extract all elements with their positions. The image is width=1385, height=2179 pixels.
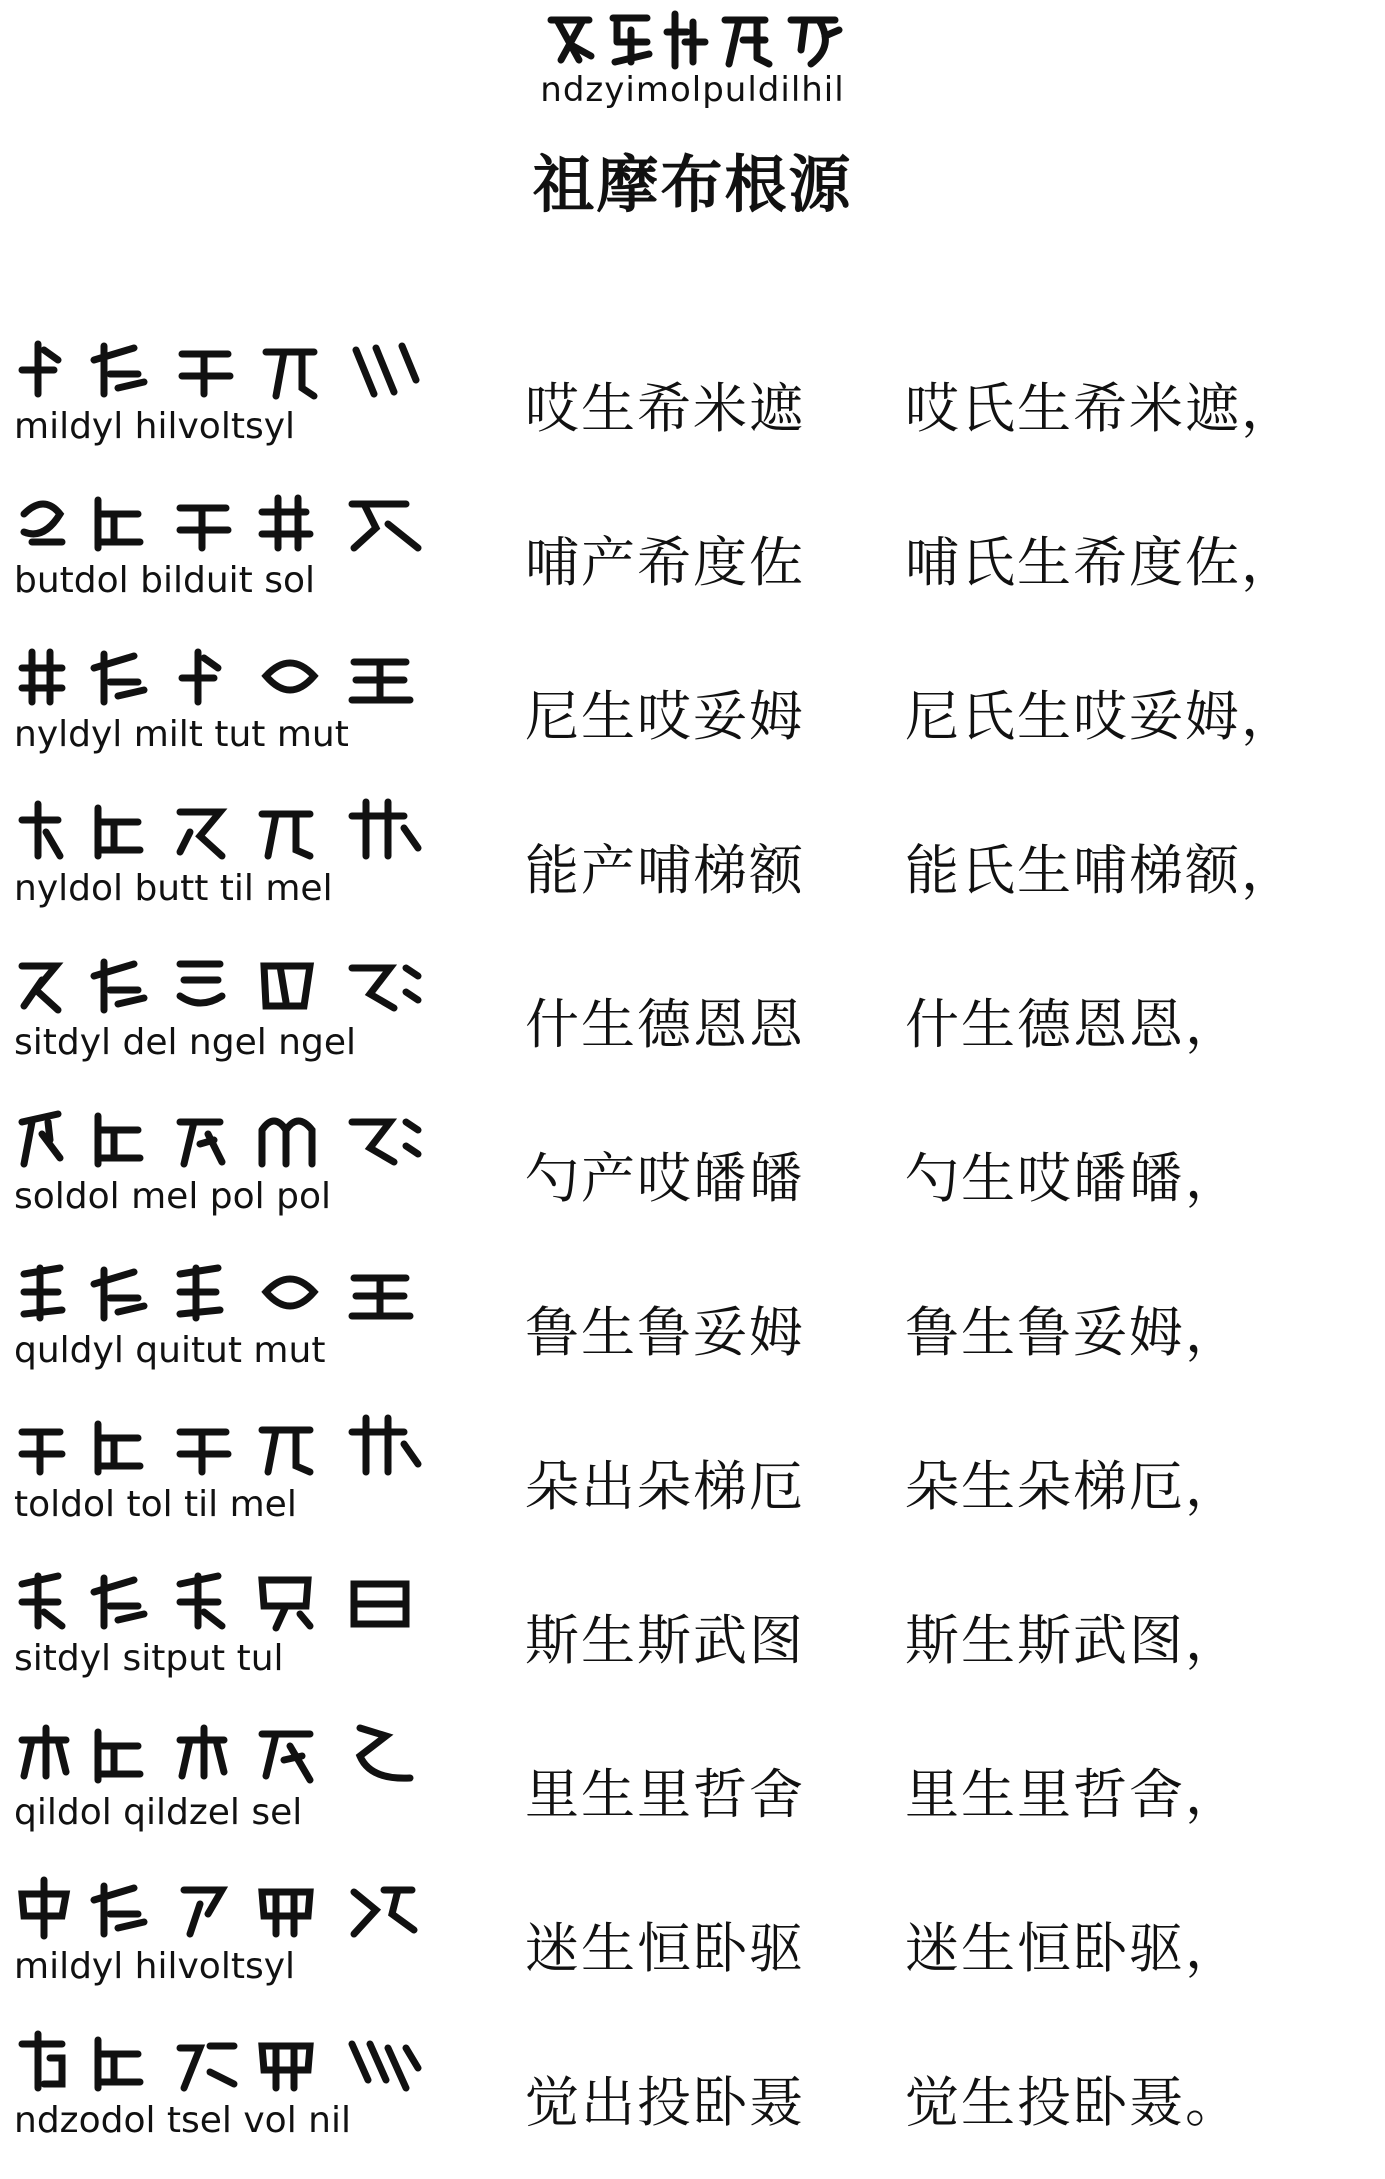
verse-row xyxy=(0,1100,1385,1254)
yi-script-glyph-image xyxy=(14,1562,444,1644)
yi-script-glyph-image xyxy=(14,484,444,566)
verse-line-b: 哎氏生希米遮， xyxy=(905,377,1297,440)
yi-script-cell xyxy=(14,638,444,778)
verse-line-a: 哺产希度佐 xyxy=(525,531,805,594)
verse-line-b: 鲁生鲁妥姆， xyxy=(905,1301,1241,1364)
verse-list xyxy=(0,330,1385,2178)
yi-romanization: butdol bilduit sol xyxy=(14,560,315,601)
yi-script-glyph-image xyxy=(14,1408,444,1490)
verse-line-a: 哎生希米遮 xyxy=(525,377,805,440)
yi-romanization: mildyl hilvoltsyl xyxy=(14,406,296,447)
verse-line-a: 里生里哲舍 xyxy=(525,1763,805,1826)
yi-script-glyph-image xyxy=(14,946,444,1028)
yi-romanization: nyldyl milt tut mut xyxy=(14,714,349,755)
verse-line-a: 迷生恒卧驱 xyxy=(525,1917,805,1980)
verse-line-b: 尼氏生哎妥姆， xyxy=(905,685,1297,748)
yi-script-cell xyxy=(14,1562,444,1702)
yi-romanization: soldol mel pol pol xyxy=(14,1176,331,1217)
yi-romanization: sitdyl del ngel ngel xyxy=(14,1022,356,1063)
verse-line-a: 什生德恩恩 xyxy=(525,993,805,1056)
yi-script-cell xyxy=(14,946,444,1086)
yi-script-glyph-image xyxy=(14,792,444,874)
yi-script-glyph-image xyxy=(14,1254,444,1336)
yi-romanization: sitdyl sitput tul xyxy=(14,1638,284,1679)
yi-romanization: qildol qildzel sel xyxy=(14,1792,303,1833)
verse-line-b: 觉生投卧聂。 xyxy=(905,2071,1241,2134)
yi-script-cell xyxy=(14,1254,444,1394)
yi-script-cell xyxy=(14,1716,444,1856)
verse-line-b: 能氏生哺梯额， xyxy=(905,839,1297,902)
verse-row xyxy=(0,484,1385,638)
verse-line-b: 迷生恒卧驱， xyxy=(905,1917,1241,1980)
verse-line-b: 里生里哲舍， xyxy=(905,1763,1241,1826)
yi-script-cell xyxy=(14,484,444,624)
verse-line-b: 朵生朵梯厄， xyxy=(905,1455,1241,1518)
header-romanization: ndzyimolpuldilhil xyxy=(540,70,845,110)
verse-line-b: 斯生斯武图， xyxy=(905,1609,1241,1672)
verse-line-a: 朵出朵梯厄 xyxy=(525,1455,805,1518)
yi-script-glyph-image xyxy=(14,2024,444,2106)
header-script-glyphs xyxy=(0,6,1385,78)
verse-line-a: 勺产哎皤皤 xyxy=(525,1147,805,1210)
yi-romanization: ndzodol tsel vol nil xyxy=(14,2100,351,2141)
verse-row xyxy=(0,1716,1385,1870)
yi-script-heading-image xyxy=(543,6,843,78)
verse-line-b: 什生德恩恩， xyxy=(905,993,1241,1056)
verse-row xyxy=(0,792,1385,946)
verse-line-a: 鲁生鲁妥姆 xyxy=(525,1301,805,1364)
yi-script-glyph-image xyxy=(14,1870,444,1952)
verse-row xyxy=(0,2024,1385,2178)
yi-romanization: toldol tol til mel xyxy=(14,1484,297,1525)
yi-script-cell xyxy=(14,1870,444,2010)
yi-script-cell xyxy=(14,792,444,932)
yi-script-cell xyxy=(14,1100,444,1240)
header xyxy=(0,0,1385,240)
page-title: 祖摩布根源 xyxy=(532,148,853,221)
verse-line-b: 哺氏生希度佐， xyxy=(905,531,1297,594)
yi-script-glyph-image xyxy=(14,638,444,720)
yi-script-glyph-image xyxy=(14,1716,444,1798)
yi-romanization: quldyl quitut mut xyxy=(14,1330,326,1371)
yi-script-cell xyxy=(14,2024,444,2164)
verse-row xyxy=(0,1870,1385,2024)
verse-line-a: 觉出投卧聂 xyxy=(525,2071,805,2134)
yi-romanization: nyldol butt til mel xyxy=(14,868,333,909)
verse-line-b: 勺生哎皤皤， xyxy=(905,1147,1241,1210)
verse-row xyxy=(0,1562,1385,1716)
verse-row xyxy=(0,638,1385,792)
yi-script-glyph-image xyxy=(14,330,444,412)
verse-line-a: 尼生哎妥姆 xyxy=(525,685,805,748)
yi-romanization: mildyl hilvoltsyl xyxy=(14,1946,296,1987)
verse-row xyxy=(0,946,1385,1100)
verse-row xyxy=(0,330,1385,484)
verse-row xyxy=(0,1408,1385,1562)
yi-script-glyph-image xyxy=(14,1100,444,1182)
yi-script-cell xyxy=(14,1408,444,1548)
verse-line-a: 能产哺梯额 xyxy=(525,839,805,902)
yi-script-cell xyxy=(14,330,444,470)
verse-line-a: 斯生斯武图 xyxy=(525,1609,805,1672)
verse-row xyxy=(0,1254,1385,1408)
